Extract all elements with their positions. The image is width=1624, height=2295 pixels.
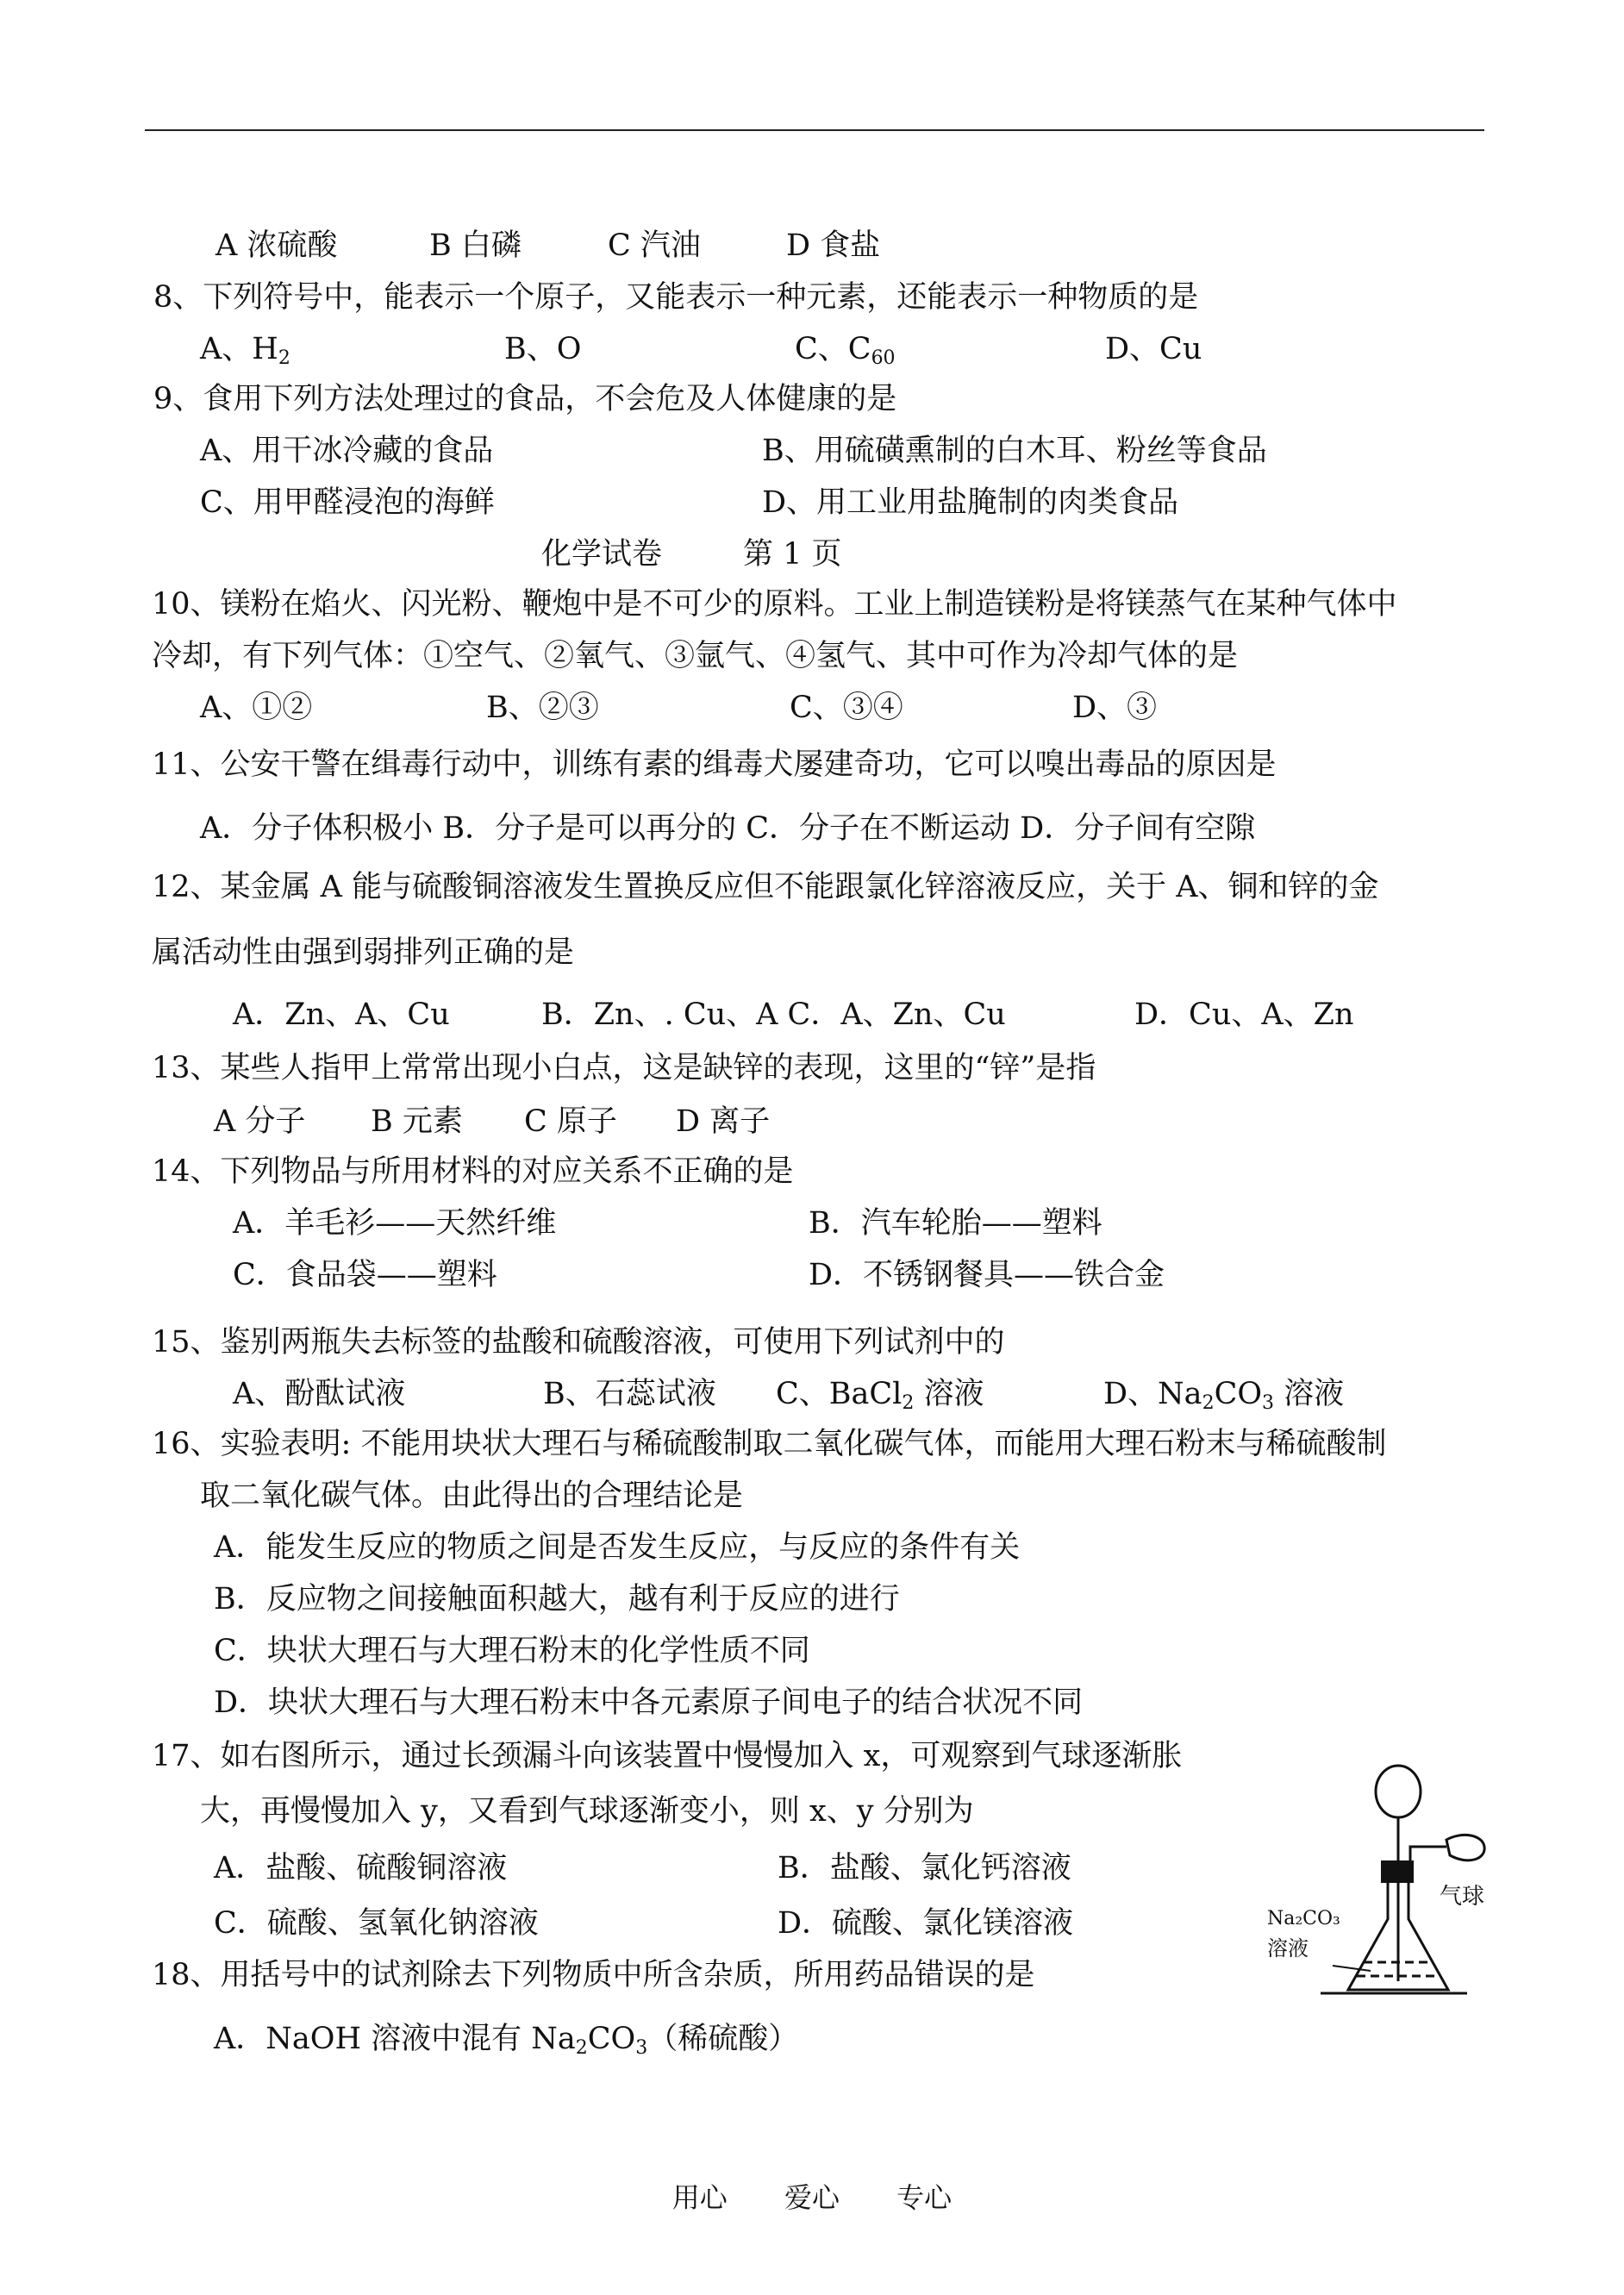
q13-option-d: D 离子 bbox=[676, 1104, 771, 1139]
footer-word-2: 爱心 bbox=[784, 2181, 840, 2214]
q17-option-c: C．硫酸、氢氧化钠溶液 bbox=[214, 1906, 539, 1941]
funnel-bulb bbox=[1376, 1766, 1421, 1817]
flask-apparatus-figure bbox=[1267, 1750, 1491, 2000]
q10-option-d: D、③ bbox=[1072, 691, 1158, 725]
q9-option-d: D、用工业用盐腌制的肉类食品 bbox=[762, 485, 1179, 520]
q15-option-d-sub2: 3 bbox=[1262, 1392, 1275, 1414]
q12-stem-line1: 12、某金属 A 能与硫酸铜溶液发生置换反应但不能跟氯化锌溶液反应，关于 A、铜和锌的金 bbox=[152, 870, 1379, 904]
q10-option-a: A、①② bbox=[200, 691, 313, 725]
q10-stem-line1: 10、镁粉在焰火、闪光粉、鞭炮中是不可少的原料。工业上制造镁粉是将镁蒸气在某种气体中 bbox=[152, 587, 1397, 622]
stopper bbox=[1381, 1860, 1414, 1883]
footer-word-1: 用心 bbox=[671, 2181, 728, 2214]
q16-option-b: B．反应物之间接触面积越大，越有利于反应的进行 bbox=[214, 1582, 900, 1617]
q15-stem: 15、鉴别两瓶失去标签的盐酸和硫酸溶液，可使用下列试剂中的 bbox=[152, 1325, 1005, 1360]
q18-option-a-tail: （稀硫酸） bbox=[647, 2022, 799, 2056]
q18-option-a-sub2: 3 bbox=[635, 2037, 648, 2059]
q17-stem-line2: 大，再慢慢加入 y，又看到气球逐渐变小，则 x、y 分别为 bbox=[200, 1794, 974, 1829]
q14-option-d: D．不锈钢餐具——铁合金 bbox=[809, 1258, 1165, 1292]
q16-stem-line2: 取二氧化碳气体。由此得出的合理结论是 bbox=[200, 1479, 744, 1513]
q17-stem-line1: 17、如右图所示，通过长颈漏斗向该装置中慢慢加入 x，可观察到气球逐渐胀 bbox=[152, 1739, 1183, 1773]
solution-label-line2: 溶液 bbox=[1267, 1936, 1309, 1960]
q16-option-c: C．块状大理石与大理石粉末的化学性质不同 bbox=[214, 1634, 810, 1668]
q11-stem: 11、公安干警在缉毒行动中，训练有素的缉毒犬屡建奇功，它可以嗅出毒品的原因是 bbox=[152, 747, 1277, 782]
q11-options: A．分子体积极小 B．分子是可以再分的 C．分子在不断运动 D．分子间有空隙 bbox=[200, 811, 1256, 846]
q7-option-b: B 白磷 bbox=[429, 228, 522, 263]
q12-option-d: D．Cu、A、Zn bbox=[1134, 997, 1354, 1032]
q14-option-c: C．食品袋——塑料 bbox=[233, 1258, 497, 1292]
q15-option-a: A、酚酞试液 bbox=[233, 1377, 406, 1411]
balloon-label: 气球 bbox=[1440, 1884, 1485, 1910]
q15-option-c-tail: 溶液 bbox=[914, 1377, 984, 1411]
q18-stem: 18、用括号中的试剂除去下列物质中所含杂质，所用药品错误的是 bbox=[152, 1958, 1035, 1992]
q8-option-c-sub: 60 bbox=[871, 347, 896, 369]
q10-option-b: B、②③ bbox=[486, 691, 599, 725]
q18-option-a bbox=[214, 2021, 798, 2057]
page-footer bbox=[0, 2176, 1624, 2216]
q16-option-a: A．能发生反应的物质之间是否发生反应，与反应的条件有关 bbox=[214, 1530, 1021, 1565]
q14-stem: 14、下列物品与所用材料的对应关系不正确的是 bbox=[152, 1154, 794, 1189]
q12-option-bc: B．Zn、. Cu、A C．A、Zn、Cu bbox=[541, 997, 1006, 1032]
q15-option-d-sub: 2 bbox=[1202, 1392, 1215, 1414]
q15-option-d-tail: 溶液 bbox=[1274, 1377, 1345, 1411]
q15-option-c-sub: 2 bbox=[902, 1392, 915, 1414]
q17-option-d: D．硫酸、氯化镁溶液 bbox=[778, 1906, 1074, 1941]
q8-option-d: D、Cu bbox=[1105, 332, 1202, 366]
q7-option-d: D 食盐 bbox=[786, 228, 881, 263]
page-number: 第 1 页 bbox=[743, 537, 842, 572]
q13-option-a: A 分子 bbox=[214, 1104, 306, 1139]
header-rule bbox=[145, 129, 1484, 131]
q13-option-c: C 原子 bbox=[524, 1104, 617, 1139]
q8-option-a bbox=[200, 331, 290, 367]
q12-stem-line2: 属活动性由强到弱排列正确的是 bbox=[152, 935, 575, 970]
q16-stem-line1: 16、实验表明: 不能用块状大理石与稀硫酸制取二氧化碳气体，而能用大理石粉末与稀硫酸制 bbox=[152, 1427, 1387, 1461]
solution-label-line1: Na₂CO₃ bbox=[1267, 1908, 1340, 1929]
q15-option-c-text: C、BaCl bbox=[776, 1377, 903, 1411]
q15-option-d-text: D、Na bbox=[1103, 1377, 1202, 1411]
q8-option-a-sub: 2 bbox=[278, 347, 290, 369]
q15-option-d-mid: CO bbox=[1214, 1377, 1263, 1411]
q9-option-a: A、用干冰冷藏的食品 bbox=[200, 434, 494, 468]
q8-option-b: B、O bbox=[504, 332, 582, 366]
q12-option-a: A．Zn、A、Cu bbox=[233, 997, 450, 1032]
q13-option-b: B 元素 bbox=[371, 1104, 463, 1139]
q8-option-c bbox=[795, 331, 896, 367]
balloon bbox=[1446, 1835, 1484, 1860]
q18-option-a-sub: 2 bbox=[575, 2037, 588, 2059]
q14-option-a: A．羊毛衫——天然纤维 bbox=[233, 1206, 557, 1241]
q14-option-b: B．汽车轮胎——塑料 bbox=[809, 1206, 1102, 1241]
q10-option-c: C、③④ bbox=[790, 691, 903, 725]
q8-option-a-text: A、H bbox=[200, 332, 278, 366]
q18-option-a-head: A．NaOH 溶液中混有 Na bbox=[214, 2022, 576, 2056]
subject-title: 化学试卷 bbox=[541, 537, 663, 572]
q9-option-c: C、用甲醛浸泡的海鲜 bbox=[200, 485, 495, 520]
q8-stem: 8、下列符号中，能表示一个原子，又能表示一种元素，还能表示一种物质的是 bbox=[153, 280, 1199, 315]
label-pointer bbox=[1333, 1966, 1371, 1971]
q15-option-c bbox=[776, 1376, 984, 1412]
q17-option-b: B．盐酸、氯化钙溶液 bbox=[778, 1851, 1071, 1885]
q9-option-b: B、用硫磺熏制的白木耳、粉丝等食品 bbox=[762, 434, 1267, 468]
q9-stem: 9、食用下列方法处理过的食品，不会危及人体健康的是 bbox=[153, 382, 897, 416]
q16-option-d: D．块状大理石与大理石粉末中各元素原子间电子的结合状况不同 bbox=[214, 1685, 1084, 1720]
q18-option-a-mid: CO bbox=[587, 2022, 636, 2056]
q7-option-c: C 汽油 bbox=[608, 228, 701, 263]
q13-stem: 13、某些人指甲上常常出现小白点，这是缺锌的表现，这里的“锌”是指 bbox=[152, 1051, 1096, 1085]
q8-option-c-text: C、C bbox=[795, 332, 871, 366]
footer-word-3: 专心 bbox=[896, 2181, 953, 2214]
q10-stem-line2: 冷却，有下列气体：①空气、②氧气、③氩气、④氢气、其中可作为冷却气体的是 bbox=[152, 639, 1239, 673]
q17-option-a: A．盐酸、硫酸铜溶液 bbox=[214, 1851, 508, 1885]
delivery-tube bbox=[1410, 1847, 1446, 1866]
q7-option-a: A 浓硫酸 bbox=[215, 228, 338, 263]
q15-option-d bbox=[1103, 1376, 1344, 1412]
q15-option-b: B、石蕊试液 bbox=[543, 1377, 716, 1411]
